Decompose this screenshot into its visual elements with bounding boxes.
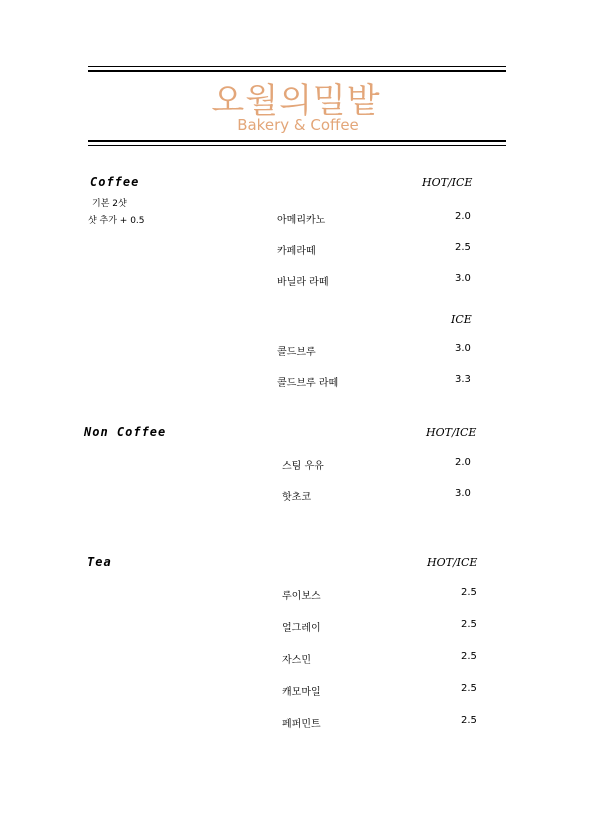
menu-item-price: 2.5 [461,683,477,694]
menu-item-name: 핫초코 [282,492,311,503]
menu-item-name: 아메리카노 [277,215,326,226]
coffee-extra-shot-note: 샷 추가 + 0.5 [88,216,145,226]
menu-item-name: 캐모마일 [282,687,321,698]
shop-title: 오월의밀밭 [211,81,381,121]
menu-item-price: 3.0 [455,343,471,354]
top-rule-thick [88,70,506,72]
coffee-hot-ice-header: HOT/ICE [422,176,473,189]
menu-item-price: 2.5 [461,715,477,726]
menu-item-price: 3.3 [455,374,471,385]
menu-item-price: 2.5 [455,242,471,253]
coffee-ice-header: ICE [451,313,472,326]
menu-item-name: 스팀 우유 [282,461,324,472]
coffee-section-title: Coffee [90,175,140,189]
tea-section-title: Tea [87,555,112,569]
menu-item-price: 2.0 [455,457,471,468]
shop-subtitle: Bakery & Coffee [237,116,359,134]
menu-item-name: 자스민 [282,655,311,666]
menu-item-price: 3.0 [455,273,471,284]
menu-item-price: 2.5 [461,587,477,598]
coffee-base-shot-note: 기본 2샷 [92,199,127,209]
top-rule-thin [88,66,506,67]
menu-item-name: 바닐라 라떼 [277,277,329,288]
menu-item-name: 콜드브루 [277,347,316,358]
header-rule-thin [88,145,506,146]
non-coffee-hot-ice-header: HOT/ICE [426,426,477,439]
tea-hot-ice-header: HOT/ICE [427,556,478,569]
menu-item-name: 루이보스 [282,591,321,602]
menu-item-name: 페퍼민트 [282,719,321,730]
menu-item-price: 2.5 [461,619,477,630]
menu-item-price: 2.0 [455,211,471,222]
non-coffee-section-title: Non Coffee [84,425,167,439]
menu-item-name: 콜드브루 라떼 [277,378,339,389]
menu-item-name: 카페라떼 [277,246,316,257]
menu-item-price: 2.5 [461,651,477,662]
menu-item-price: 3.0 [455,488,471,499]
menu-item-name: 얼그레이 [282,623,321,634]
header-rule-thick [88,140,506,142]
